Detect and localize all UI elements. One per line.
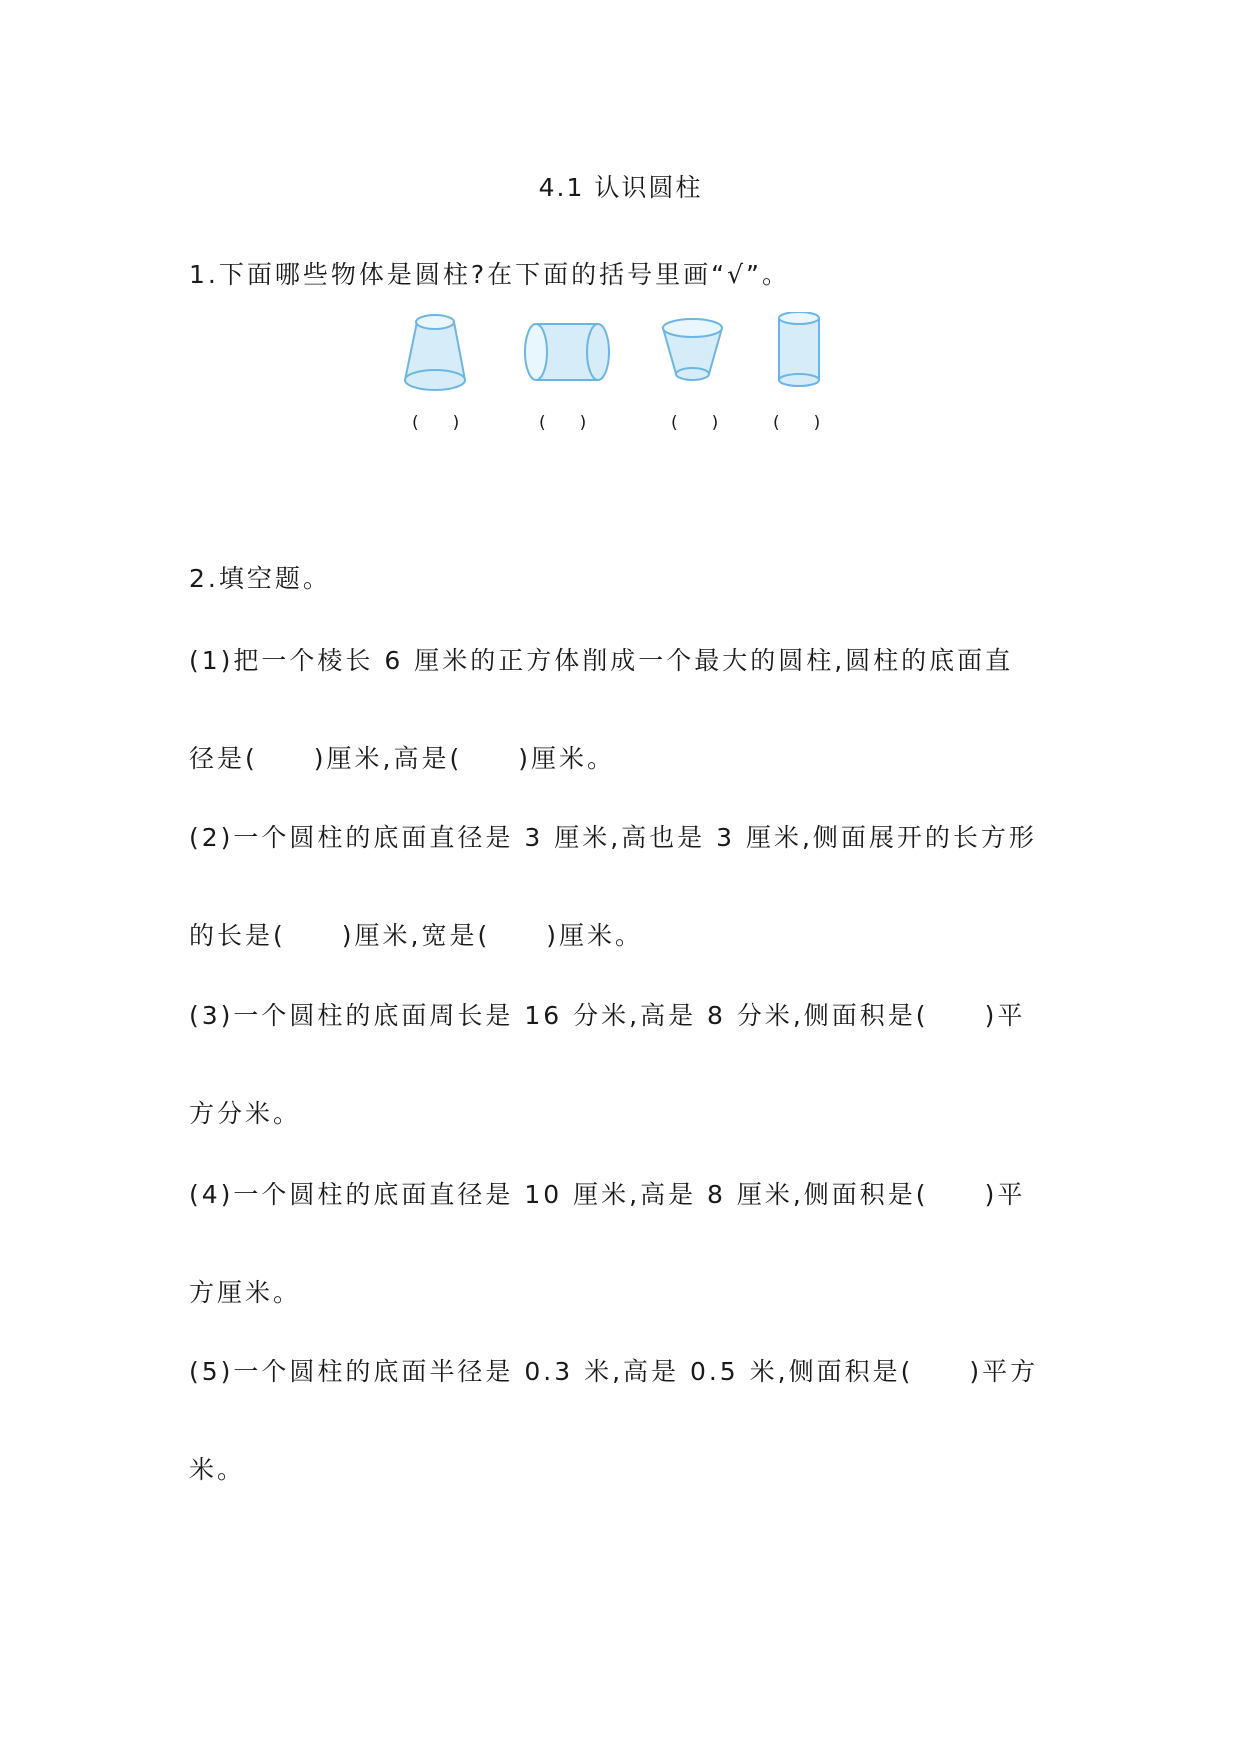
shape-figures (395, 312, 855, 402)
q2-line: (5)一个圆柱的底面半径是 0.3 米,高是 0.5 米,侧面积是( )平方 (189, 1357, 1039, 1386)
answer-bracket-4[interactable]: ( ) (773, 413, 821, 433)
q2-line: 方分米。 (189, 1099, 302, 1128)
q2-line: 米。 (189, 1455, 246, 1484)
bowl-frustum-icon (663, 319, 722, 380)
page-title: 4.1 认识圆柱 (538, 173, 703, 202)
vertical-cylinder-icon (779, 312, 819, 386)
answer-bracket-3[interactable]: ( ) (671, 413, 719, 433)
q2-line: 方厘米。 (189, 1278, 302, 1307)
q2-line: 径是( )厘米,高是( )厘米。 (189, 744, 615, 773)
q2-line: 的长是( )厘米,宽是( )厘米。 (189, 921, 643, 950)
question-1-prompt: 1.下面哪些物体是圆柱?在下面的括号里画“√”。 (189, 260, 790, 289)
q2-line: (1)把一个棱长 6 厘米的正方体削成一个最大的圆柱,圆柱的底面直 (189, 646, 1014, 675)
question-2-heading: 2.填空题。 (189, 564, 331, 593)
horizontal-cylinder-icon (525, 324, 609, 380)
q2-line: (2)一个圆柱的底面直径是 3 厘米,高也是 3 厘米,侧面展开的长方形 (189, 823, 1037, 852)
answer-bracket-1[interactable]: ( ) (412, 413, 460, 433)
answer-bracket-2[interactable]: ( ) (539, 413, 587, 433)
q2-line: (4)一个圆柱的底面直径是 10 厘米,高是 8 厘米,侧面积是( )平 (189, 1180, 1026, 1209)
frustum-icon (405, 315, 465, 390)
q2-line: (3)一个圆柱的底面周长是 16 分米,高是 8 分米,侧面积是( )平 (189, 1001, 1026, 1030)
